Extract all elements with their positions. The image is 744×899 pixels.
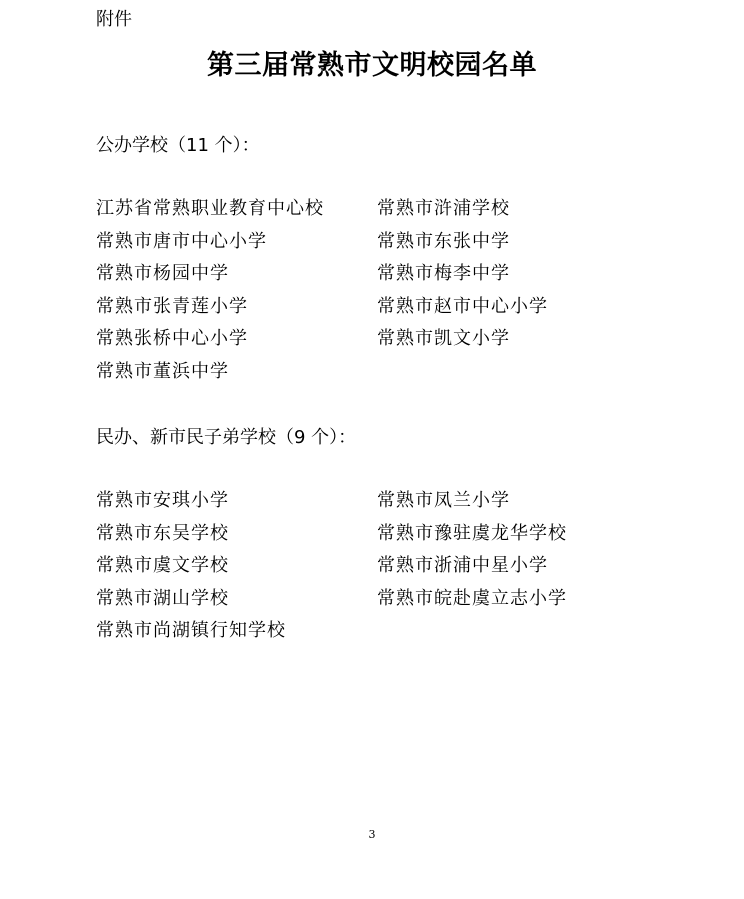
attachment-label: 附件 bbox=[96, 9, 132, 30]
school-name: 常熟市凯文小学 bbox=[377, 328, 510, 349]
school-name: 常熟市浒浦学校 bbox=[377, 198, 510, 219]
school-name: 常熟市东张中学 bbox=[377, 230, 510, 252]
private-schools-list bbox=[96, 485, 656, 648]
school-name: 江苏省常熟职业教育中心校 bbox=[96, 198, 324, 219]
school-name: 常熟市湖山学校 bbox=[96, 587, 229, 609]
school-name: 常熟市尚湖镇行知学校 bbox=[96, 620, 286, 641]
school-name: 常熟张桥中心小学 bbox=[96, 328, 248, 349]
school-name: 常熟市赵市中心小学 bbox=[377, 295, 548, 317]
school-name: 常熟市东吴学校 bbox=[96, 522, 229, 544]
document-title: 第三届常熟市文明校园名单 bbox=[207, 50, 537, 81]
public-schools-heading: 公办学校（11 个）： bbox=[96, 135, 260, 156]
school-name: 常熟市张青莲小学 bbox=[96, 295, 248, 317]
public-schools-list bbox=[96, 193, 656, 388]
school-name: 常熟市虞文学校 bbox=[96, 555, 229, 576]
school-name: 常熟市豫驻虞龙华学校 bbox=[377, 522, 567, 544]
private-schools-heading: 民办、新市民子弟学校（9 个）： bbox=[96, 427, 357, 448]
page-number: 3 bbox=[368, 828, 376, 841]
school-name: 常熟市董浜中学 bbox=[96, 360, 229, 382]
school-name: 常熟市凤兰小学 bbox=[377, 490, 510, 511]
school-name: 常熟市杨园中学 bbox=[96, 263, 229, 284]
school-name: 常熟市浙浦中星小学 bbox=[377, 555, 548, 576]
school-name: 常熟市安琪小学 bbox=[96, 490, 229, 511]
school-name: 常熟市皖赴虞立志小学 bbox=[377, 587, 567, 609]
school-name: 常熟市梅李中学 bbox=[377, 263, 510, 284]
school-name: 常熟市唐市中心小学 bbox=[96, 230, 267, 252]
